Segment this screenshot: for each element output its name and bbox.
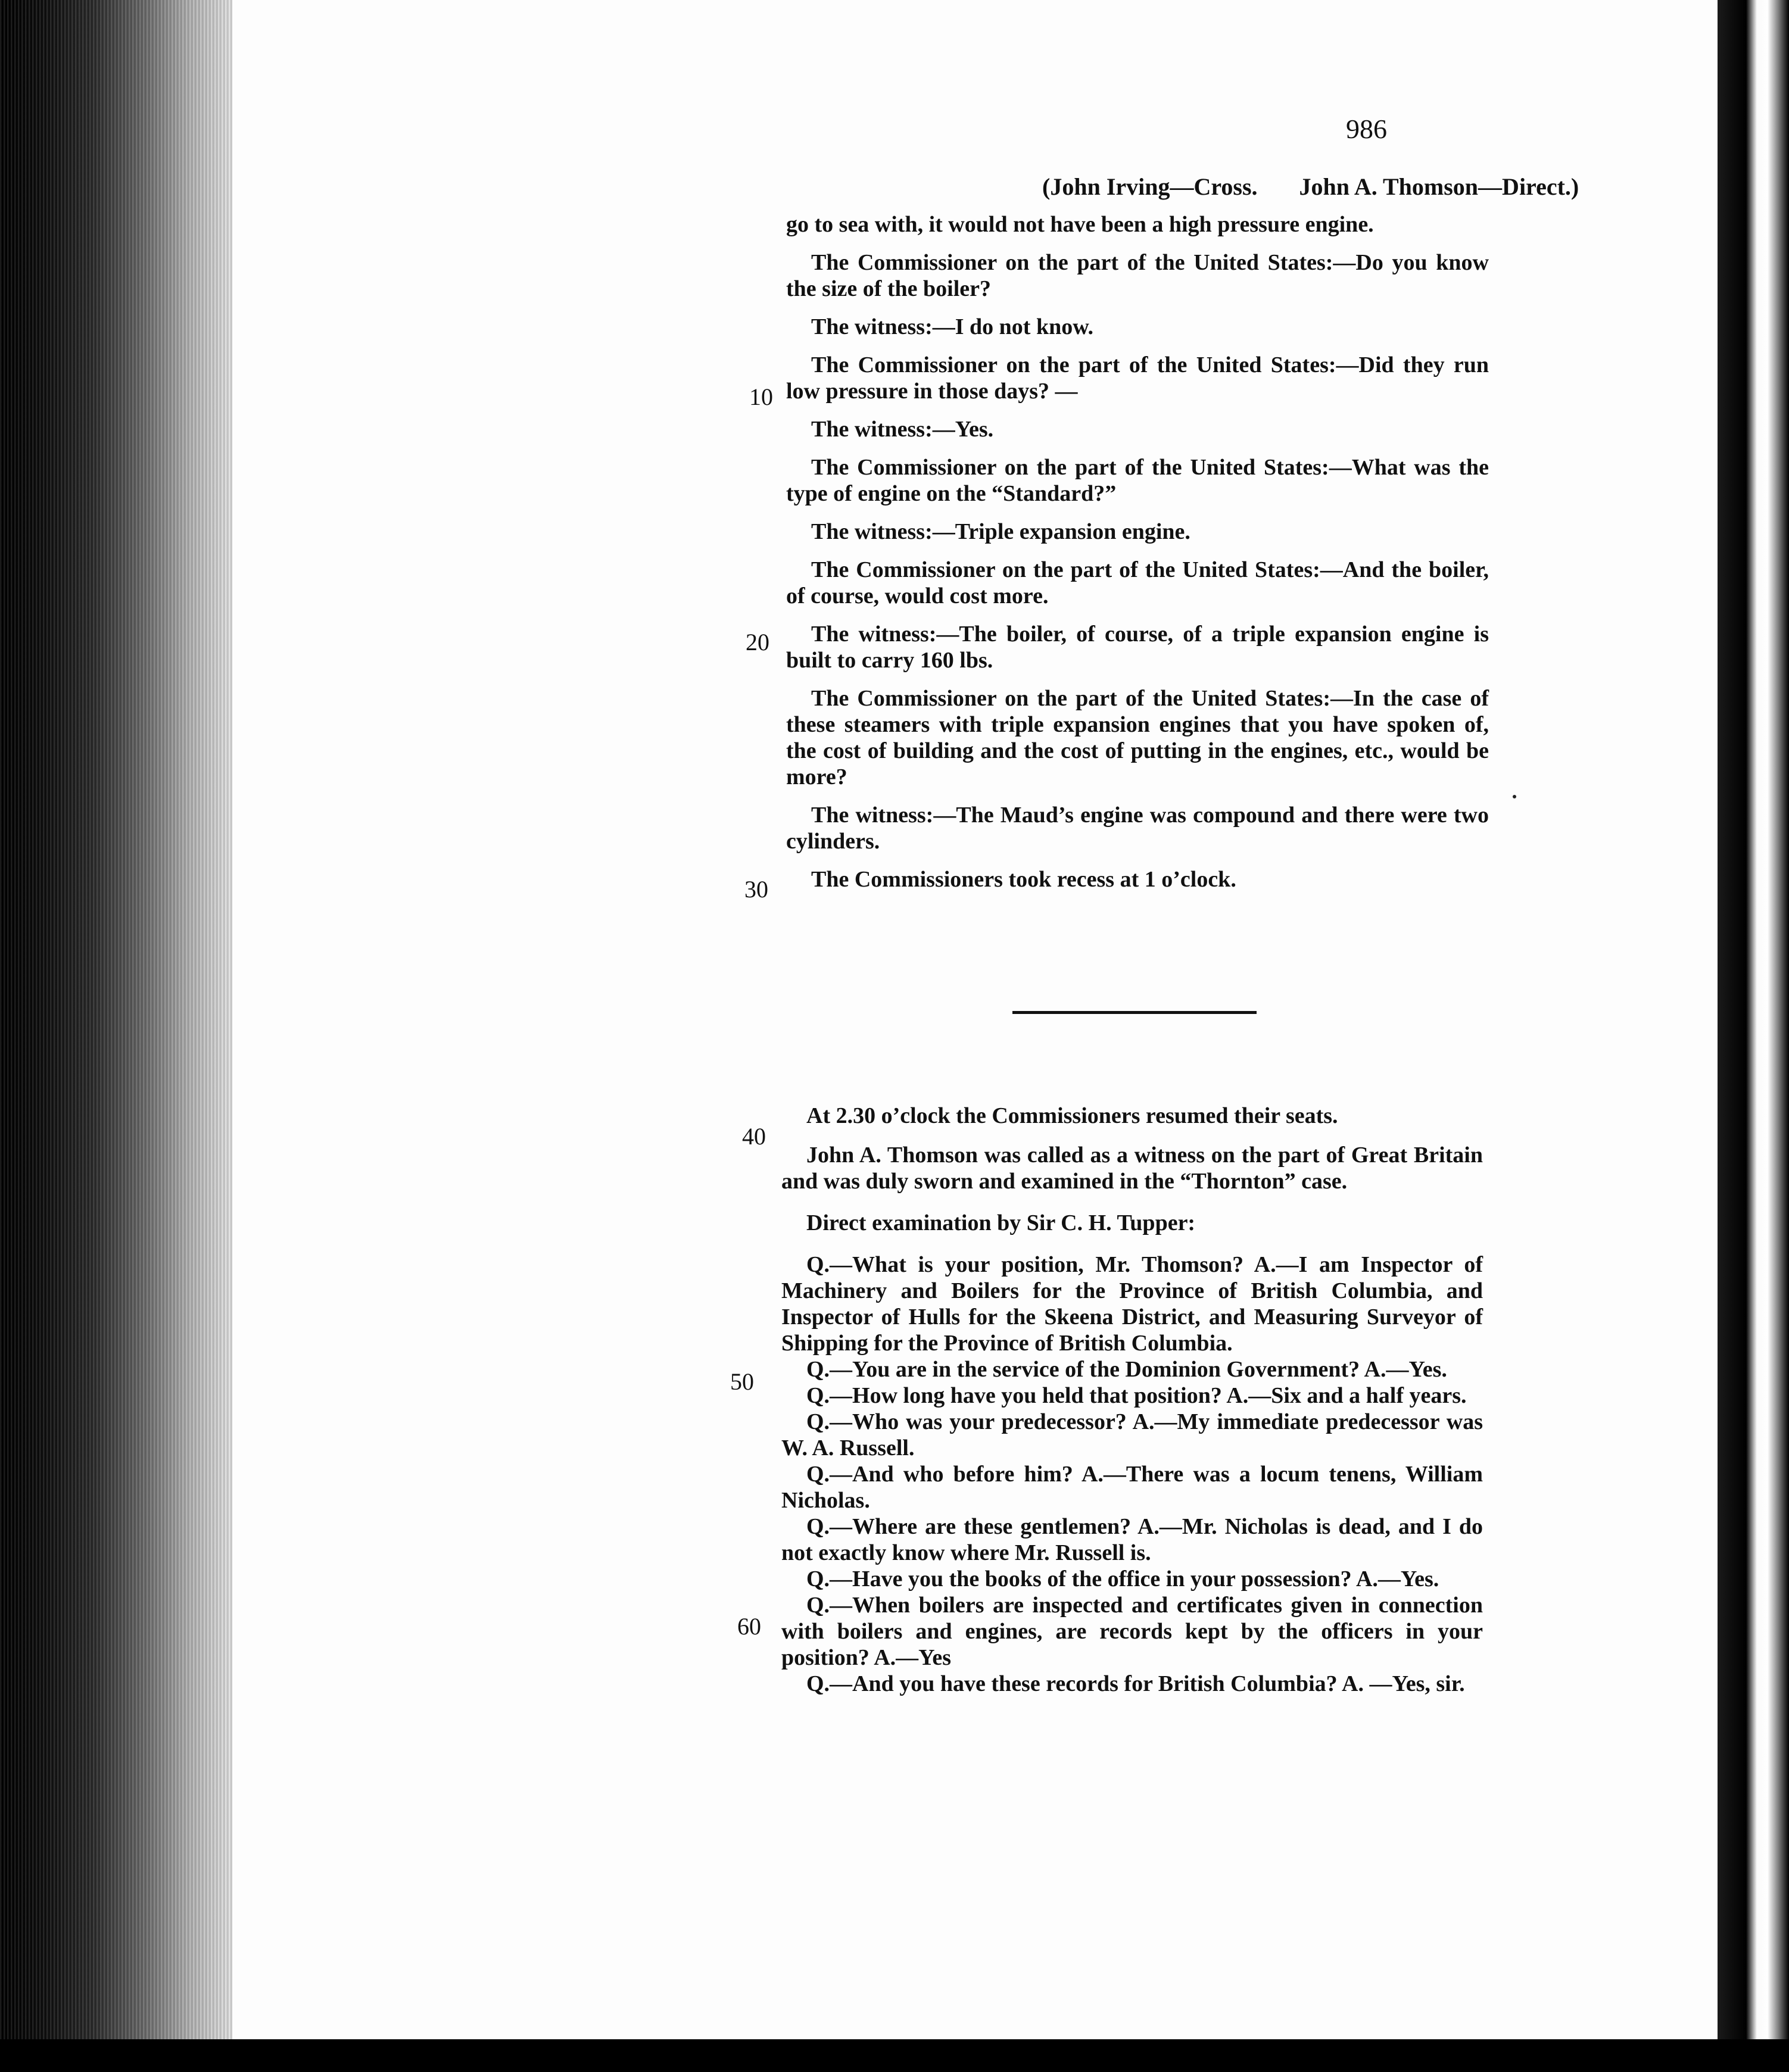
paragraph: The Commissioner on the part of the United States:—What was the type of engine on the “Standard?” <box>786 455 1489 506</box>
paragraph: John A. Thomson was called as a witness on the part of Great Britain and was duly sworn and examined in the “Thornton” case. <box>781 1143 1483 1194</box>
line-number-30: 30 <box>744 876 768 903</box>
paragraph: The Commissioner on the part of the United States:—Do you know the size of the boiler? <box>786 250 1489 301</box>
qa-entry: Q.—What is your position, Mr. Thomson? A.—I am Inspector of Machinery and Boilers for the Province of British Columbia, and Inspector of Hulls for the Skeena District, and Measuring Surveyor of Shipping for the Province of British Columbia. <box>781 1252 1483 1356</box>
paragraph: The witness:—Triple expansion engine. <box>811 519 1190 544</box>
qa-entry: Q.—How long have you held that position? A.—Six and a half years. <box>806 1383 1467 1408</box>
qa-entry: Q.—And you have these records for British Columbia? A. —Yes, sir. <box>806 1671 1465 1696</box>
qa-entry: Q.—Who was your predecessor? A.—My immediate predecessor was W. A. Russell. <box>781 1409 1483 1461</box>
paragraph: The Commissioner on the part of the United States:—And the boiler, of course, would cost more. <box>786 557 1489 609</box>
paragraph: The witness:—Yes. <box>811 417 994 442</box>
page-right-edge <box>1718 0 1789 2072</box>
qa-entry: Q.—Have you the books of the office in your possession? A.—Yes. <box>806 1567 1439 1592</box>
qa-entry: Q.—You are in the service of the Dominion Government? A.—Yes. <box>806 1357 1447 1382</box>
paragraph: The witness:—The boiler, of course, of a triple expansion engine is built to carry 160 lbs. <box>786 622 1489 673</box>
line-number-40: 40 <box>742 1123 766 1150</box>
qa-entry: Q.—Where are these gentlemen? A.—Mr. Nicholas is dead, and I do not exactly know where Mr. Russell is. <box>781 1514 1483 1565</box>
paragraph: The witness:—I do not know. <box>811 314 1094 339</box>
running-head <box>1042 173 1579 201</box>
line-number-50: 50 <box>730 1368 754 1395</box>
book-gutter-edge <box>0 0 232 2072</box>
line-number-10: 10 <box>749 383 773 410</box>
lower-text-block <box>781 1103 1483 1697</box>
scan-speck <box>1513 795 1516 798</box>
line-number-60: 60 <box>737 1613 761 1640</box>
paragraph: Direct examination by Sir C. H. Tupper: <box>806 1210 1196 1235</box>
page-number: 986 <box>1346 114 1387 144</box>
section-divider <box>1012 1011 1257 1014</box>
qa-entry: Q.—When boilers are inspected and certificates given in connection with boilers and engines, are records kept by the officers in your position? A.—Yes <box>781 1593 1483 1670</box>
qa-entry: Q.—And who before him? A.—There was a locum tenens, William Nicholas. <box>781 1462 1483 1513</box>
line-number-20: 20 <box>746 629 769 656</box>
paragraph: go to sea with, it would not have been a high pressure engine. <box>786 212 1374 237</box>
scan-bottom-border <box>0 2039 1789 2072</box>
paragraph: At 2.30 o’clock the Commissioners resumed their seats. <box>806 1103 1338 1128</box>
paragraph: The Commissioners took recess at 1 o’clock. <box>811 867 1236 892</box>
running-head-right: John A. Thomson—Direct.) <box>1299 173 1579 200</box>
upper-text-block <box>786 211 1489 893</box>
running-head-left: (John Irving—Cross. <box>1042 173 1258 200</box>
paragraph: The Commissioner on the part of the United States:—In the case of these steamers with triple expansion engines that you have spoken of, the cost of building and the cost of putting in the engines, etc., would be more? <box>786 686 1489 790</box>
paragraph: The witness:—The Maud’s engine was compound and there were two cylinders. <box>786 803 1489 854</box>
paragraph: The Commissioner on the part of the United States:—Did they run low pressure in those days? — <box>786 352 1489 404</box>
